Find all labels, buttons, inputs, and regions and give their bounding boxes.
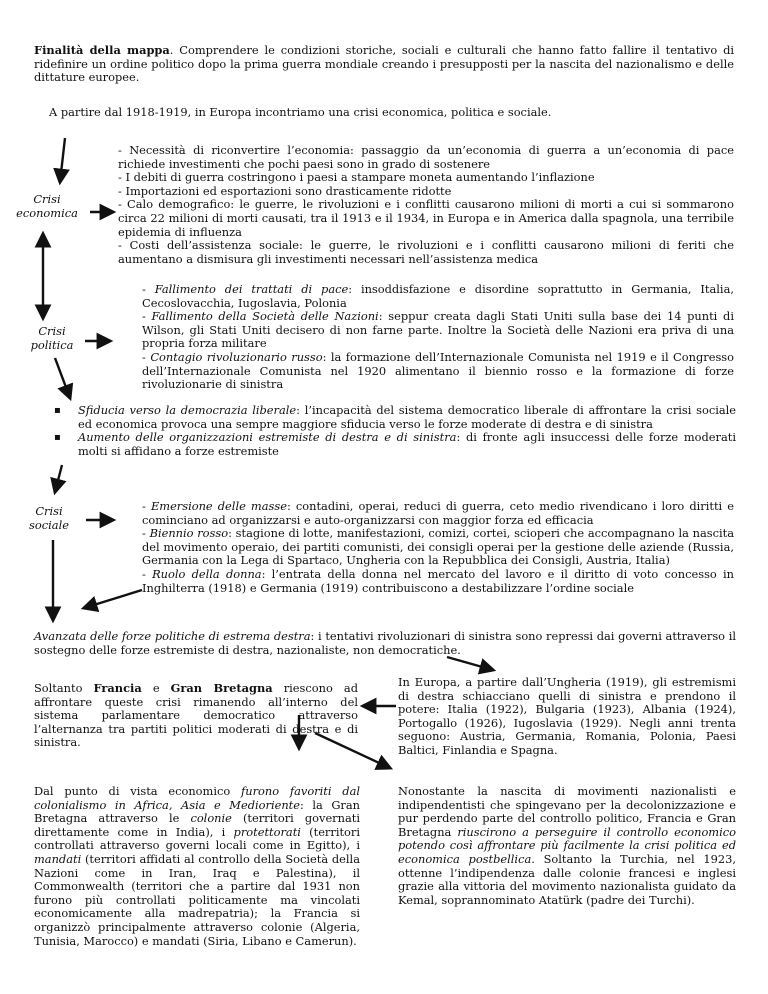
sociale-block <box>142 500 734 595</box>
intro-heading: Finalità della mappa <box>34 43 170 57</box>
colonial-paragraph: Dal punto di vista economico furono favoriti dal colonialismo in Africa, Asia e Medioriente: la Gran Bretagna attraverso le colonie (territori governati direttamente come in India), i protettorati (territori controllati attraverso governi locali come in Egitto), i mandati (territori affidati al controllo della Società della Nazioni come in Iran, Iraq e Palestina), il Commonwealth (territori che a partire dal 1931 non furono più controllati politicamente ma vincolati economicamente alla madrepatria); la Francia si organizzò principalmente attraverso colonie (Algeria, Tunisia, Marocco) e mandati (Siria, Libano e Camerun). <box>34 784 361 948</box>
arrow-bullets-sociale <box>55 465 62 492</box>
francia-paragraph: Soltanto Francia e Gran Bretagna riescono ad affrontare queste crisi rimanendo all’interno del sistema parlamentare democratico attraverso l’alternanza tra partiti politici moderati di destra e di sinistra. <box>34 681 358 750</box>
avanzata-paragraph: Avanzata delle forze politiche di estrema destra: i tentativi rivoluzionari di sinistra sono repressi dai governi attraverso il sostegno delle forze estremiste di destra, nazionaliste, non democratiche. <box>34 629 736 657</box>
label-crisi-politica: Crisi politica <box>30 324 74 352</box>
bullet-item: ▪ Sfiducia verso la democrazia liberale: l’incapacità del sistema democratico liberale di affrontare la crisi sociale ed economica provoca una sempre maggiore sfiducia verso le forze moderate di destra e di sinistra <box>54 404 736 431</box>
intro-text: . Comprendere le condizioni storiche, sociali e culturali che hanno fatto fallire il tentativo di ridefinire un ordine politico dopo la prima guerra mondiale creando i presupposti per la nascita del nazionalismo e delle dittature europee. <box>34 43 735 85</box>
label-crisi-sociale: Crisi sociale <box>29 504 69 532</box>
arrow-to-avanzata <box>84 590 142 608</box>
politica-item: - Contagio rivoluzionario russo: la formazione dell’Internazionale Comunista nel 1919 e il Congresso dell’Internazionale Comunista nel 1920 alimentano il biennio rosso e la formazione di forze rivoluzionarie di sinistra <box>142 349 734 392</box>
economica-item: - Calo demografico: le guerre, le rivoluzioni e i conflitti causarono milioni di morti a cui si sommarono circa 22 milioni di morti causati, tra il 1913 e il 1934, in Europa e in America dalla spagnola, una terribile epidemia di influenza <box>118 197 734 239</box>
politica-block <box>142 283 734 392</box>
arrow-avanzata-europa <box>447 657 493 670</box>
politica-item: - Fallimento della Società delle Nazioni: seppur creata dagli Stati Uniti sulla base dei 14 punti di Wilson, gli Stati Uniti decisero di non farne parte. Inoltre la Società delle Nazioni era priva di una propria forza militare <box>142 309 734 351</box>
economica-item: - I debiti di guerra costringono i paesi a stampare moneta aumentando l’inflazione <box>118 170 595 185</box>
bullet-list <box>54 404 736 458</box>
sociale-item: - Biennio rosso: stagione di lotte, manifestazioni, comizi, cortei, scioperi che accompagnano la nascita del movimento operaio, dei partiti comunisti, dei consigli operai per la gestione delle aziende (Russia, Germania con la Lega di Spartaco, Ungheria con la Repubblica dei Consigli, Austria, Italia) <box>142 526 734 568</box>
economica-item: - Costi dell’assistenza sociale: le guerre, le rivoluzioni e i conflitti causarono milioni di feriti che aumentano a dismisura gli investimenti necessari nell’assistenza medica <box>118 238 734 266</box>
economica-item: - Importazioni ed esportazioni sono drasticamente ridotte <box>118 183 452 198</box>
politica-item: - Fallimento dei trattati di pace: insoddisfazione e disordine soprattutto in Germania, Italia, Cecoslovacchia, Iugoslavia, Polonia <box>142 282 734 310</box>
intro-paragraph <box>34 44 734 85</box>
nazionalisti-paragraph: Nonostante la nascita di movimenti nazionalisti e indipendentisti che spingevano per la decolonizzazione e pur perdendo parte del controllo politico, Francia e Gran Bretagna riuscirono a perseguire il controllo economico potendo così affrontare più facilmente la crisi politica ed economica postbellica. Soltanto la Turchia, nel 1923, ottenne l’indipendenza dalle colonie francesi e inglesi grazie alla vittoria del movimento nazionalista guidato da Kemal, soprannominato Atatürk (padre dei Turchi). <box>398 784 736 907</box>
arrow-politica-bullets <box>55 358 70 398</box>
bullet-item: ▪ Aumento delle organizzazioni estremiste di destra e di sinistra: di fronte agli insuccessi delle forze moderati molti si affidano a forze estremiste <box>54 431 736 458</box>
sociale-item: - Ruolo della donna: l’entrata della donna nel mercato del lavoro e il diritto di voto concesso in Inghilterra (1918) e Germania (1919) contribuiscono a destabilizzare l’ordine sociale <box>142 566 734 595</box>
economica-block <box>118 144 734 266</box>
label-crisi-economica: Crisi economica <box>16 192 78 220</box>
arrow-intro-down <box>60 138 65 182</box>
economica-item: - Necessità di riconvertire l’economia: passaggio da un’economia di guerra a un’economia di pace richiede investimenti che pochi paesi sono in grado di sostenere <box>118 143 734 171</box>
europa-paragraph: In Europa, a partire dall’Ungheria (1919), gli estremismi di destra schiacciano quelli di sinistra e prendono il potere: Italia (1922), Bulgaria (1923), Albania (1924), Portogallo (1926), Iugoslavia (1929). Negli anni trenta seguono: Austria, Germania, Romania, Polonia, Paesi Baltici, Finlandia e Spagna. <box>398 675 736 757</box>
opening-line: A partire dal 1918-1919, in Europa incontriamo una crisi economica, politica e sociale. <box>49 105 552 119</box>
sociale-item: - Emersione delle masse: contadini, operai, reduci di guerra, ceto medio rivendicano i loro diritti e cominciano ad organizzarsi e auto-organizzarsi con maggior forza ed efficacia <box>142 499 734 527</box>
